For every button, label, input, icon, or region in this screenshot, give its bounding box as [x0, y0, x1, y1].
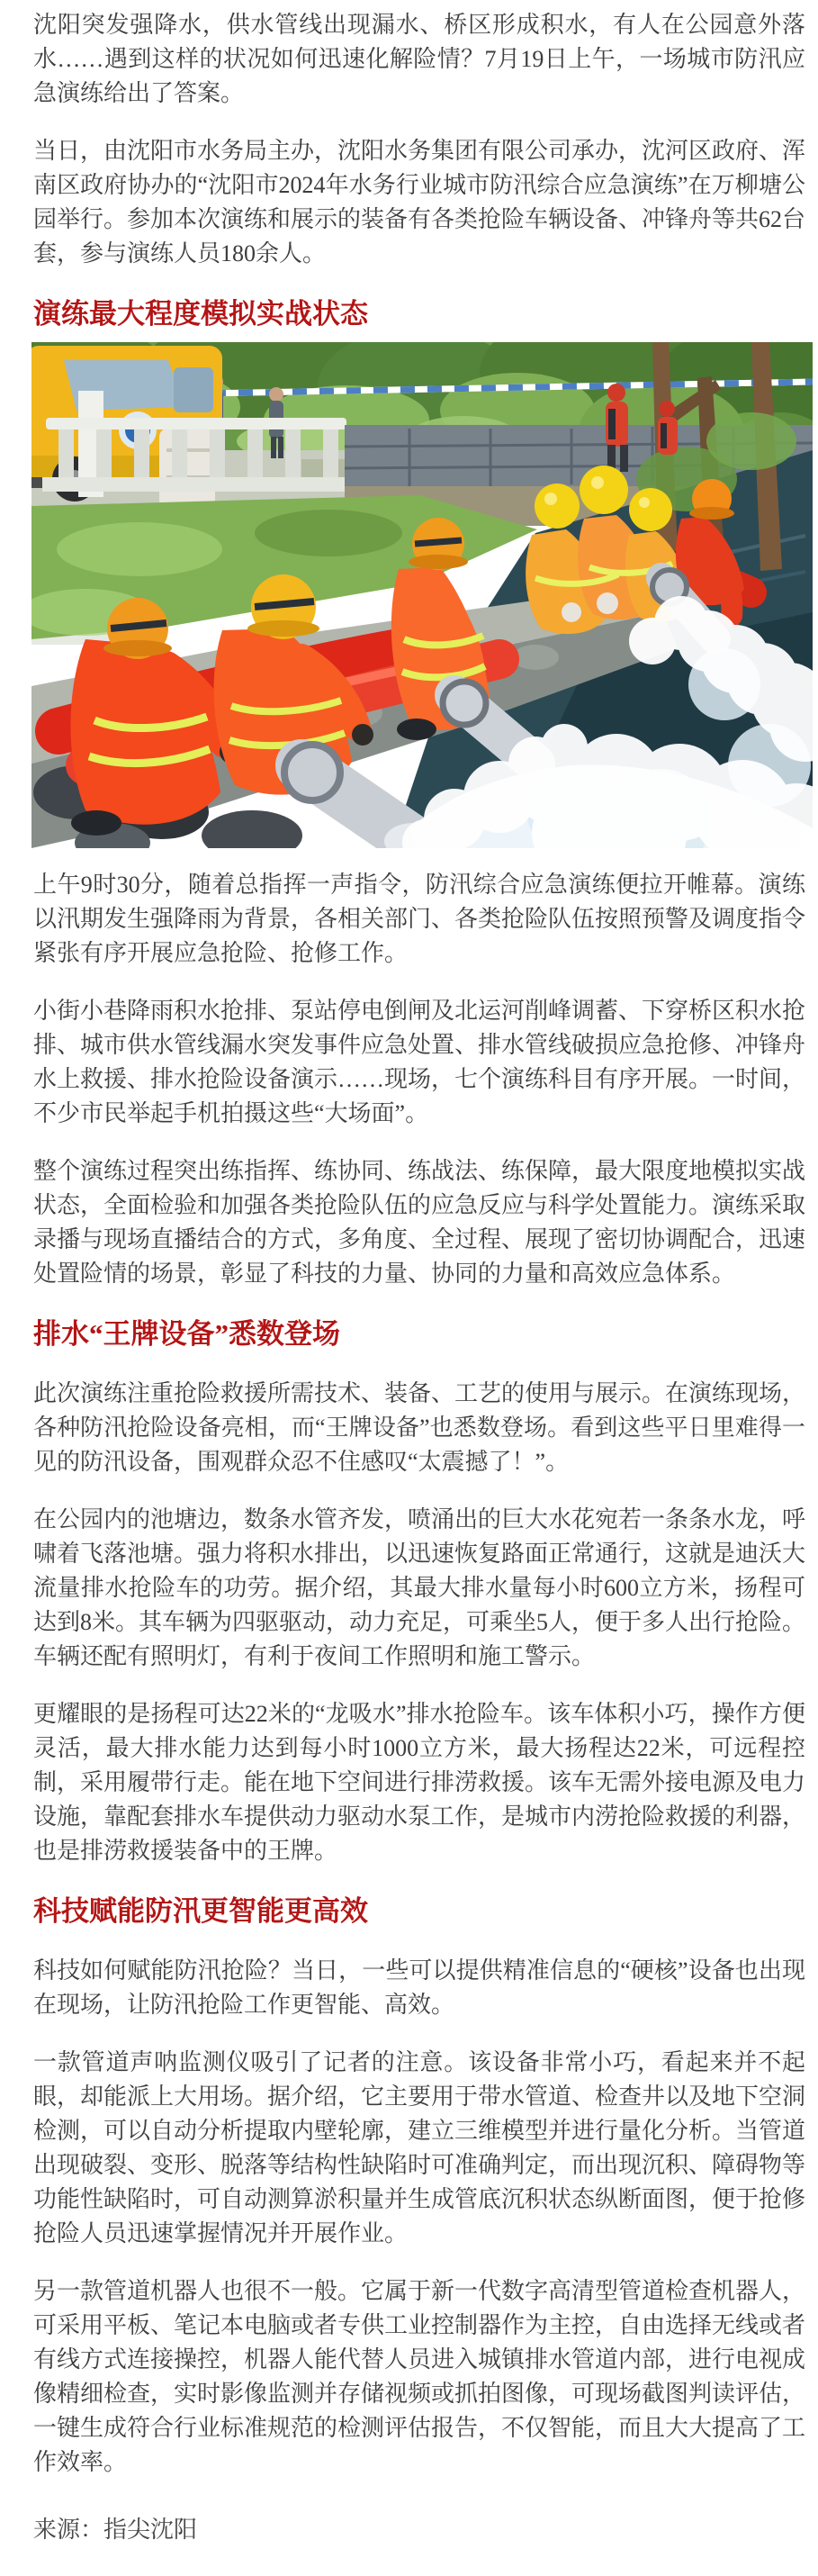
paragraph-8: 更耀眼的是扬程可达22米的“龙吸水”排水抢险车。该车体积小巧，操作方便灵活，最大排水能力达到每小时1000立方米，最大扬程达22米，可远程控制，采用履带行走。能在地下空间进行排涝救援。该车无需外接电源及电力设施，靠配套排水车提供动力驱动水泵工作，是城市内涝抢险救援的利器，也是排涝救援装备中的王牌。 [33, 1701, 806, 1864]
paragraph-7: 在公园内的池塘边，数条水管齐发，喷涌出的巨大水花宛若一条条水龙，呼啸着飞落池塘。强力将积水排出，以迅速恢复路面正常通行，这就是迪沃大流量排水抢险车的功劳。据介绍，其最大排水量每小时600立方米，扬程可达到8米。其车辆为四驱驱动，动力充足，可乘坐5人，便于多人出行抢险。车辆还配有照明灯，有利于夜间工作照明和施工警示。 [33, 1506, 806, 1669]
section-heading-1: 演练最大程度模拟实战状态 [33, 298, 368, 330]
paragraph-10: 一款管道声呐监测仪吸引了记者的注意。该设备非常小巧，看起来并不起眼，却能派上大用场。据介绍，它主要用于带水管道、检查井以及地下空洞检测，可以自动分析提取内壁轮廓，建立三维模型并进行量化分析。当管道出现破裂、变形、脱落等结构性缺陷时可准确判定，而出现沉积、障碍物等功能性缺陷时，可自动测算淤积量并生成管底沉积状态纵断面图，便于抢修抢险人员迅速掌握情况并开展作业。 [33, 2049, 806, 2246]
paragraph-3: 上午9时30分，随着总指挥一声指令，防汛综合应急演练便拉开帷幕。演练以汛期发生强降雨为背景，各相关部门、各类抢险队伍按照预警及调度指令紧张有序开展应急抢险、抢修工作。 [33, 872, 806, 966]
paragraph-9: 科技如何赋能防汛抢险？当日，一些可以提供精准信息的“硬核”设备也出现在现场，让防汛抢险工作更智能、高效。 [33, 1957, 805, 2018]
source-line: 来源：指尖沈阳 [33, 2516, 198, 2543]
paragraph-11: 另一款管道机器人也很不一般。它属于新一代数字高清型管道检查机器人，可采用平板、笔记本电脑或者专供工业控制器作为主控，自由选择无线或者有线方式连接操控，机器人能代替人员进入城镇排水管道内部，进行电视成像精细检查，实时影像监测并存储视频或抓拍图像，可现场截图判读评估，一键生成符合行业标准规范的检测评估报告，不仅智能，而且大大提高了工作效率。 [33, 2278, 806, 2475]
drill-photo [31, 342, 816, 848]
section-heading-3: 科技赋能防汛更智能更高效 [33, 1895, 368, 1927]
paragraph-6: 此次演练注重抢险救援所需技术、装备、工艺的使用与展示。在演练现场，各种防汛抢险设备亮相，而“王牌设备”也悉数登场。看到这些平日里难得一见的防汛设备，围观群众忍不住感叹“太震撼了！”。 [33, 1380, 806, 1475]
paragraph-4: 小街小巷降雨积水抢排、泵站停电倒闸及北运河削峰调蓄、下穿桥区积水抢排、城市供水管线漏水突发事件应急处置、排水管线破损应急抢修、冲锋舟水上救援、排水抢险设备演示……现场，七个演练科目有序开展。一时间，不少市民举起手机拍摄这些“大场面”。 [33, 998, 806, 1126]
section-heading-2: 排水“王牌设备”悉数登场 [33, 1318, 340, 1350]
paragraph-1: 沈阳突发强降水，供水管线出现漏水、桥区形成积水，有人在公园意外落水……遇到这样的状况如何迅速化解险情？7月19日上午，一场城市防汛应急演练给出了答案。 [33, 12, 805, 106]
paragraph-2: 当日，由沈阳市水务局主办，沈阳水务集团有限公司承办，沈河区政府、浑南区政府协办的“沈阳市2024年水务行业城市防汛综合应急演练”在万柳塘公园举行。参加本次演练和展示的装备有各类抢险车辆设备、冲锋舟等共62台套，参与演练人员180余人。 [33, 138, 806, 267]
paragraph-5: 整个演练过程突出练指挥、练协同、练战法、练保障，最大限度地模拟实战状态，全面检验和加强各类抢险队伍的应急反应与科学处置能力。演练采取录播与现场直播结合的方式，多角度、全过程、展现了密切协调配合，迅速处置险情的场景，彰显了科技的力量、协同的力量和高效应急体系。 [33, 1158, 806, 1287]
